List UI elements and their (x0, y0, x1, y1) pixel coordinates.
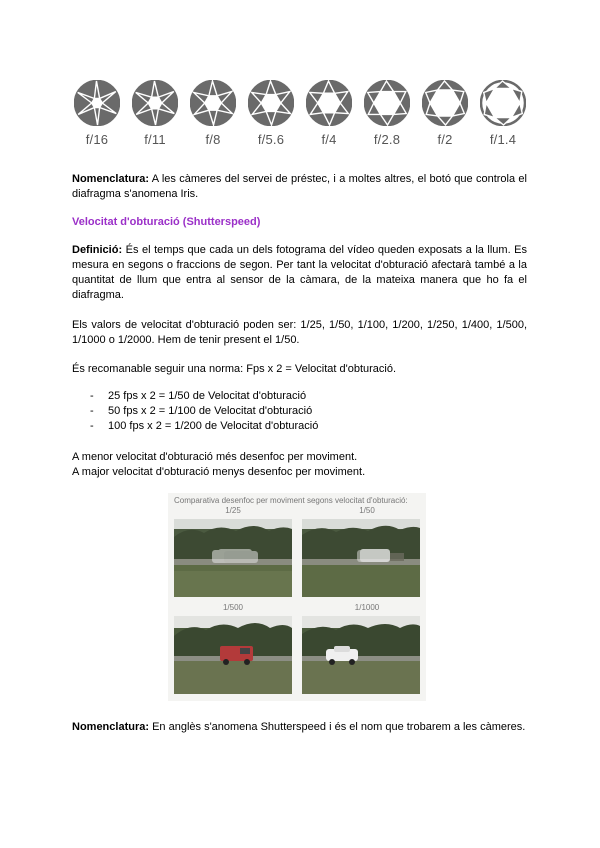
aperture-label: f/1.4 (489, 132, 517, 147)
lower-speed-line: A menor velocitat d'obturació més desenfoc per moviment. (72, 451, 358, 463)
definition-text: És el temps que cada un dels fotograma del vídeo queden exposats a la llum. Es mesura en segons o fraccions de segon. Per tant la velocitat d'obturació afectarà també a la quantitat de llum que entra al sensor de la càmara, de la mateixa manera que ho fa el diafragma. (72, 244, 527, 301)
nomenclature-text: A les càmeres del servei de préstec, i a moltes altres, el botó que controla el diafragma s'anomena Iris. (72, 173, 527, 200)
list-item: - 100 fps x 2 = 1/200 de Velocitat d'obturació (90, 420, 319, 432)
aperture-icon (132, 80, 178, 126)
aperture-item (478, 80, 528, 147)
aperture-label: f/2 (437, 132, 453, 147)
motion-blur-comparison-figure (168, 493, 426, 701)
list-item: - 25 fps x 2 = 1/50 de Velocitat d'obturació (90, 390, 307, 402)
bullet-list (90, 389, 318, 434)
aperture-icon (480, 80, 526, 126)
figure-title: Comparativa desenfoc per moviment segons velocitat d'obturació: (174, 496, 408, 505)
aperture-icon (306, 80, 352, 126)
aperture-icon (364, 80, 410, 126)
aperture-label: f/4 (321, 132, 337, 147)
rule-paragraph: És recomanable seguir una norma: Fps x 2 = Velocitat d'obturació. (72, 363, 397, 375)
aperture-label: f/5.6 (257, 132, 285, 147)
aperture-icon (422, 80, 468, 126)
aperture-item (362, 80, 412, 147)
definition-paragraph (72, 243, 527, 303)
section-heading: Velocitat d'obturació (Shutterspeed) (72, 216, 261, 228)
definition-term: Definició: (72, 244, 123, 256)
photo-1-50 (302, 519, 420, 597)
aperture-item (420, 80, 470, 147)
nomenclature-term: Nomenclatura: (72, 173, 150, 185)
nomenclature-term: Nomenclatura: (72, 721, 150, 733)
aperture-icon (190, 80, 236, 126)
values-paragraph: Els valors de velocitat d'obturació poden ser: 1/25, 1/50, 1/100, 1/200, 1/250, 1/400, 1/500, 1/1000 o 1/2000. Hem de tenir present el 1/50. (72, 319, 527, 346)
nomenclature-paragraph-shutterspeed (72, 720, 527, 735)
aperture-item (304, 80, 354, 147)
aperture-item (246, 80, 296, 147)
aperture-icon (248, 80, 294, 126)
nomenclature-text: En anglès s'anomena Shutterspeed i és el nom que trobarem a les càmeres. (149, 721, 526, 733)
aperture-item (188, 80, 238, 147)
aperture-item (130, 80, 180, 147)
aperture-label: f/16 (85, 132, 109, 147)
aperture-item (72, 80, 122, 147)
caption-1-500: 1/500 (222, 603, 244, 612)
photo-1-25 (174, 519, 292, 597)
aperture-row (72, 80, 528, 152)
nomenclature-paragraph-iris (72, 172, 527, 202)
aperture-icon (74, 80, 120, 126)
aperture-label: f/11 (144, 132, 166, 147)
aperture-label: f/2.8 (373, 132, 401, 147)
aperture-label: f/8 (205, 132, 221, 147)
blur-summary (72, 450, 527, 480)
photo-1-1000 (302, 616, 420, 694)
photo-1-500 (174, 616, 292, 694)
higher-speed-line: A major velocitat d'obturació menys desenfoc per moviment. (72, 466, 366, 478)
caption-1-1000: 1/1000 (354, 603, 380, 612)
caption-1-50: 1/50 (359, 506, 375, 515)
list-item: - 50 fps x 2 = 1/100 de Velocitat d'obturació (90, 405, 313, 417)
caption-1-25: 1/25 (225, 506, 241, 515)
